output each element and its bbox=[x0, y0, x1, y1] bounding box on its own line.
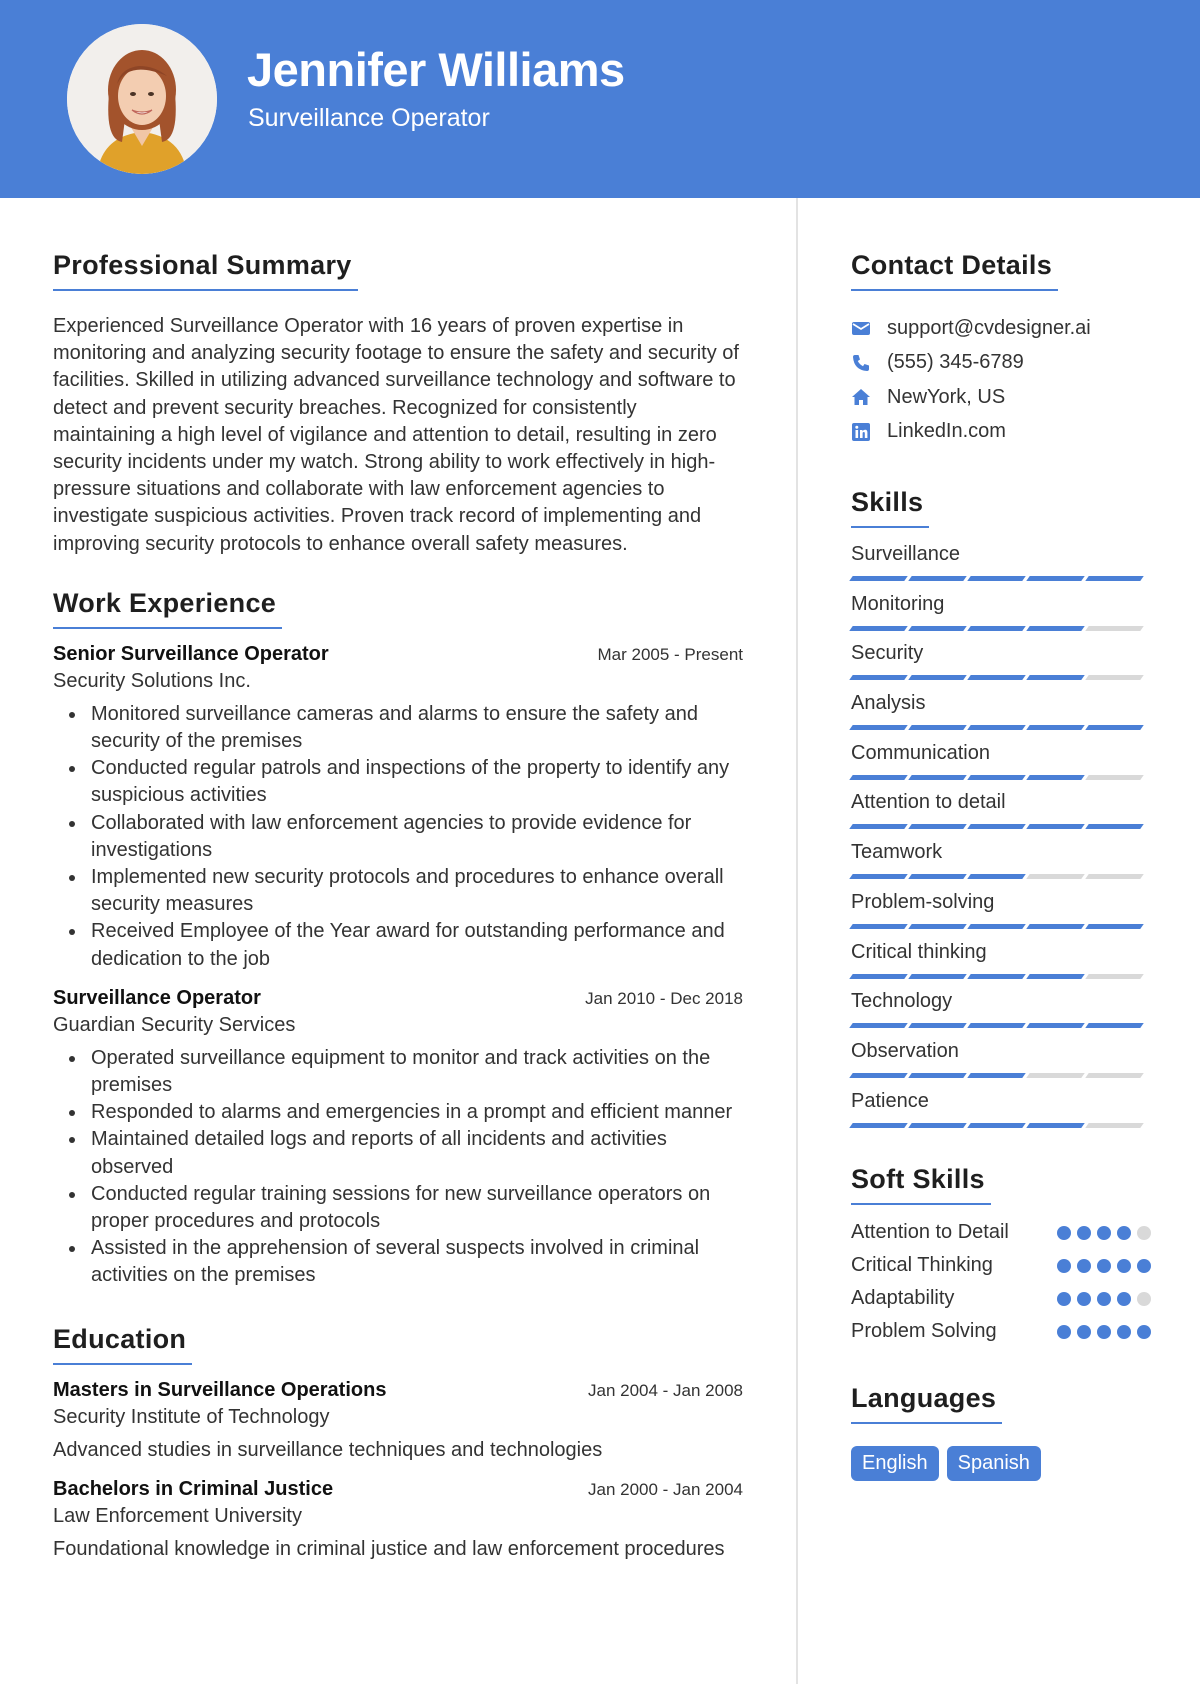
skill-level-segment bbox=[1026, 1073, 1085, 1078]
skill-level-segment bbox=[908, 775, 967, 780]
skill-level-segment bbox=[849, 924, 908, 929]
experience-section bbox=[53, 588, 743, 1290]
skill-level-segment bbox=[967, 1023, 1026, 1028]
rating-dot bbox=[1057, 1292, 1071, 1306]
skill-level-segment bbox=[908, 874, 967, 879]
soft-skill-rating bbox=[1051, 1226, 1151, 1240]
skill-level-segment bbox=[849, 974, 908, 979]
email-text: support@cvdesigner.ai bbox=[887, 316, 1091, 339]
skill-level-segment bbox=[908, 974, 967, 979]
skill-level-segment bbox=[1026, 626, 1085, 631]
rating-dot bbox=[1117, 1226, 1131, 1240]
soft-skills-section bbox=[851, 1164, 1151, 1345]
skill-level-segment bbox=[849, 576, 908, 581]
skill-level-segment bbox=[849, 626, 908, 631]
soft-skill-rating bbox=[1051, 1292, 1151, 1306]
skill-name: Problem-solving bbox=[851, 890, 995, 913]
skill-level-segment bbox=[908, 1023, 967, 1028]
section-title: Education bbox=[53, 1324, 192, 1365]
skill-level-segment bbox=[849, 675, 908, 680]
skill-name: Technology bbox=[851, 990, 953, 1013]
soft-skill-item bbox=[851, 1252, 1151, 1279]
skill-level-segment bbox=[908, 924, 967, 929]
home-icon bbox=[851, 387, 871, 407]
soft-skill-item bbox=[851, 1285, 1151, 1312]
rating-dot bbox=[1077, 1325, 1091, 1339]
skill-level-segment bbox=[1085, 974, 1144, 979]
skill-level-segment bbox=[967, 924, 1026, 929]
soft-skills-list bbox=[851, 1219, 1151, 1345]
job-title: Surveillance Operator bbox=[53, 986, 261, 1009]
education-section bbox=[53, 1324, 743, 1563]
skill-name: Teamwork bbox=[851, 841, 943, 864]
rating-dot bbox=[1097, 1325, 1111, 1339]
column-divider bbox=[796, 198, 798, 1684]
skill-level-segment bbox=[1026, 775, 1085, 780]
rating-dot bbox=[1117, 1259, 1131, 1273]
skill-name: Communication bbox=[851, 741, 990, 764]
section-title: Languages bbox=[851, 1383, 1002, 1424]
skill-level-segment bbox=[1026, 725, 1085, 730]
rating-dot bbox=[1137, 1226, 1151, 1240]
skill-level-segment bbox=[1026, 1023, 1085, 1028]
skills-list bbox=[851, 542, 1151, 1138]
skill-item bbox=[851, 592, 1151, 642]
soft-skill-name: Attention to Detail bbox=[851, 1221, 1009, 1244]
skill-level-segment bbox=[967, 1123, 1026, 1128]
sidebar-column bbox=[851, 250, 1151, 1481]
soft-skill-item bbox=[851, 1318, 1151, 1345]
job-dates: Mar 2005 - Present bbox=[597, 644, 743, 664]
skill-name: Critical thinking bbox=[851, 940, 987, 963]
skill-level-segment bbox=[967, 626, 1026, 631]
list-item: Collaborated with law enforcement agencies to provide evidence for investigations bbox=[91, 810, 743, 864]
skill-level-segment bbox=[967, 874, 1026, 879]
soft-skill-name: Adaptability bbox=[851, 1287, 955, 1310]
soft-skill-rating bbox=[1051, 1325, 1151, 1339]
skill-level-segment bbox=[908, 626, 967, 631]
contact-email[interactable] bbox=[851, 311, 1151, 346]
job-company: Guardian Security Services bbox=[53, 1013, 296, 1036]
skill-level-segment bbox=[908, 824, 967, 829]
skill-level-bar bbox=[851, 824, 1151, 829]
skill-level-bar bbox=[851, 974, 1151, 979]
linkedin-text: LinkedIn.com bbox=[887, 420, 1006, 443]
location-text: NewYork, US bbox=[887, 385, 1006, 408]
skill-level-segment bbox=[1085, 725, 1144, 730]
job-dates: Jan 2010 - Dec 2018 bbox=[585, 988, 743, 1008]
contact-linkedin[interactable] bbox=[851, 415, 1151, 450]
skill-level-segment bbox=[967, 974, 1026, 979]
list-item: Conducted regular patrols and inspections of the property to identify any suspicious activities bbox=[91, 755, 743, 809]
envelope-icon bbox=[851, 318, 871, 338]
language-badge: English bbox=[851, 1446, 939, 1481]
skill-name: Attention to detail bbox=[851, 791, 1006, 814]
skill-level-bar bbox=[851, 675, 1151, 680]
skill-level-segment bbox=[908, 1123, 967, 1128]
rating-dot bbox=[1097, 1226, 1111, 1240]
skill-level-segment bbox=[849, 874, 908, 879]
skill-item bbox=[851, 641, 1151, 691]
job-entry bbox=[53, 987, 743, 1290]
list-item: Operated surveillance equipment to monitor and track activities on the premises bbox=[91, 1045, 743, 1099]
skills-section bbox=[851, 487, 1151, 1138]
skill-name: Analysis bbox=[851, 692, 926, 715]
list-item: Responded to alarms and emergencies in a prompt and efficient manner bbox=[91, 1099, 743, 1126]
phone-icon bbox=[851, 353, 871, 373]
language-badge: Spanish bbox=[947, 1446, 1041, 1481]
avatar bbox=[67, 24, 217, 174]
education-description: Foundational knowledge in criminal justice and law enforcement procedures bbox=[53, 1537, 725, 1560]
skill-level-segment bbox=[908, 576, 967, 581]
skill-level-segment bbox=[1085, 874, 1144, 879]
skill-level-segment bbox=[908, 675, 967, 680]
skill-level-bar bbox=[851, 874, 1151, 879]
contact-location bbox=[851, 380, 1151, 415]
languages-section bbox=[851, 1383, 1151, 1481]
skill-level-segment bbox=[1085, 576, 1144, 581]
skill-level-segment bbox=[1085, 1123, 1144, 1128]
education-dates: Jan 2004 - Jan 2008 bbox=[587, 1380, 743, 1400]
skill-level-segment bbox=[1026, 576, 1085, 581]
profile-photo bbox=[67, 24, 217, 174]
skill-level-segment bbox=[849, 1123, 908, 1128]
list-item: Conducted regular training sessions for new surveillance operators on proper procedures and protocols bbox=[91, 1181, 743, 1235]
skill-level-segment bbox=[967, 775, 1026, 780]
skill-item bbox=[851, 741, 1151, 791]
skill-level-segment bbox=[908, 1073, 967, 1078]
skill-level-bar bbox=[851, 725, 1151, 730]
skill-level-segment bbox=[1085, 775, 1144, 780]
skill-item bbox=[851, 1089, 1151, 1139]
skill-level-segment bbox=[967, 1073, 1026, 1078]
job-title: Senior Surveillance Operator bbox=[53, 642, 329, 665]
skill-level-segment bbox=[967, 725, 1026, 730]
education-description: Advanced studies in surveillance techniques and technologies bbox=[53, 1438, 603, 1461]
rating-dot bbox=[1057, 1325, 1071, 1339]
candidate-name: Jennifer Williams bbox=[247, 43, 625, 96]
main-column bbox=[53, 250, 743, 1563]
skill-item bbox=[851, 1039, 1151, 1089]
list-item: Implemented new security protocols and procedures to enhance overall security measures bbox=[91, 864, 743, 918]
soft-skill-item bbox=[851, 1219, 1151, 1246]
rating-dot bbox=[1097, 1259, 1111, 1273]
skill-level-segment bbox=[849, 1023, 908, 1028]
skill-level-segment bbox=[967, 675, 1026, 680]
skill-level-bar bbox=[851, 626, 1151, 631]
job-company: Security Solutions Inc. bbox=[53, 669, 251, 692]
skill-level-segment bbox=[1026, 824, 1085, 829]
section-title: Work Experience bbox=[53, 588, 282, 629]
skill-level-segment bbox=[1085, 1023, 1144, 1028]
skill-item bbox=[851, 890, 1151, 940]
section-title: Soft Skills bbox=[851, 1164, 991, 1205]
skill-level-segment bbox=[1026, 974, 1085, 979]
skill-level-bar bbox=[851, 924, 1151, 929]
summary-text: Experienced Surveillance Operator with 16 years of proven expertise in monitoring and analyzing security footage to ensure the safety and security of facilities. Skilled in utilizing advanced surveillance technology and software to detect and prevent security breaches. Recognized for consistently maintaining a high level of vigilance and attention to detail, resulting in zero security incidents under my watch. Strong ability to work effectively in high-pressure situations and collaborate with law enforcement agencies to investigate suspicious activities. Proven track record of implementing and improving security protocols to enhance overall safety measures. bbox=[53, 315, 739, 555]
skill-item bbox=[851, 691, 1151, 741]
rating-dot bbox=[1097, 1292, 1111, 1306]
rating-dot bbox=[1137, 1325, 1151, 1339]
summary-section bbox=[53, 250, 743, 558]
skill-level-bar bbox=[851, 1023, 1151, 1028]
education-dates: Jan 2000 - Jan 2004 bbox=[587, 1479, 743, 1499]
skill-item bbox=[851, 840, 1151, 890]
skill-name: Patience bbox=[851, 1089, 929, 1112]
rating-dot bbox=[1057, 1259, 1071, 1273]
skill-level-segment bbox=[967, 824, 1026, 829]
skill-level-segment bbox=[967, 576, 1026, 581]
rating-dot bbox=[1137, 1259, 1151, 1273]
list-item: Received Employee of the Year award for outstanding performance and dedication to the job bbox=[91, 918, 743, 972]
skill-level-segment bbox=[1085, 1073, 1144, 1078]
soft-skill-rating bbox=[1051, 1259, 1151, 1273]
list-item: Monitored surveillance cameras and alarms to ensure the safety and security of the premises bbox=[91, 701, 743, 755]
section-title: Skills bbox=[851, 487, 929, 528]
languages-list bbox=[851, 1446, 1151, 1481]
job-entry bbox=[53, 643, 743, 973]
skill-level-bar bbox=[851, 1073, 1151, 1078]
rating-dot bbox=[1137, 1292, 1151, 1306]
skill-level-segment bbox=[849, 824, 908, 829]
rating-dot bbox=[1057, 1226, 1071, 1240]
skill-level-segment bbox=[1026, 924, 1085, 929]
skill-level-segment bbox=[1085, 824, 1144, 829]
rating-dot bbox=[1117, 1325, 1131, 1339]
section-title: Contact Details bbox=[851, 250, 1058, 291]
linkedin-icon bbox=[851, 422, 871, 442]
skill-name: Monitoring bbox=[851, 592, 945, 615]
contact-section bbox=[851, 250, 1151, 449]
degree-title: Bachelors in Criminal Justice bbox=[53, 1477, 334, 1500]
rating-dot bbox=[1117, 1292, 1131, 1306]
skill-name: Observation bbox=[851, 1039, 959, 1062]
skill-item bbox=[851, 989, 1151, 1039]
skill-level-segment bbox=[849, 1073, 908, 1078]
candidate-role: Surveillance Operator bbox=[248, 104, 490, 132]
skill-level-segment bbox=[1026, 874, 1085, 879]
skill-name: Surveillance bbox=[851, 543, 960, 565]
skill-level-segment bbox=[1026, 1123, 1085, 1128]
education-entry bbox=[53, 1478, 743, 1563]
job-bullets bbox=[53, 701, 743, 973]
header-banner bbox=[0, 0, 1200, 198]
degree-title: Masters in Surveillance Operations bbox=[53, 1378, 387, 1401]
skill-item bbox=[851, 940, 1151, 990]
skill-item bbox=[851, 790, 1151, 840]
skill-level-segment bbox=[908, 725, 967, 730]
rating-dot bbox=[1077, 1259, 1091, 1273]
rating-dot bbox=[1077, 1226, 1091, 1240]
list-item: Maintained detailed logs and reports of all incidents and activities observed bbox=[91, 1126, 743, 1180]
skill-level-segment bbox=[1085, 626, 1144, 631]
phone-text: (555) 345-6789 bbox=[887, 351, 1024, 374]
rating-dot bbox=[1077, 1292, 1091, 1306]
skill-level-segment bbox=[1026, 675, 1085, 680]
skill-name: Security bbox=[851, 642, 924, 665]
list-item: Assisted in the apprehension of several suspects involved in criminal activities on the premises bbox=[91, 1235, 743, 1289]
school-name: Security Institute of Technology bbox=[53, 1405, 330, 1428]
section-title: Professional Summary bbox=[53, 250, 358, 291]
skill-level-segment bbox=[849, 775, 908, 780]
soft-skill-name: Critical Thinking bbox=[851, 1254, 993, 1277]
contact-phone[interactable] bbox=[851, 346, 1151, 381]
education-entry bbox=[53, 1379, 743, 1464]
skill-level-segment bbox=[1085, 675, 1144, 680]
skill-level-bar bbox=[851, 775, 1151, 780]
skill-level-segment bbox=[849, 725, 908, 730]
school-name: Law Enforcement University bbox=[53, 1504, 302, 1527]
skill-level-bar bbox=[851, 1123, 1151, 1128]
skill-level-bar bbox=[851, 576, 1151, 581]
soft-skill-name: Problem Solving bbox=[851, 1320, 997, 1343]
skill-level-segment bbox=[1085, 924, 1144, 929]
skill-item bbox=[851, 542, 1151, 592]
job-bullets bbox=[53, 1045, 743, 1290]
